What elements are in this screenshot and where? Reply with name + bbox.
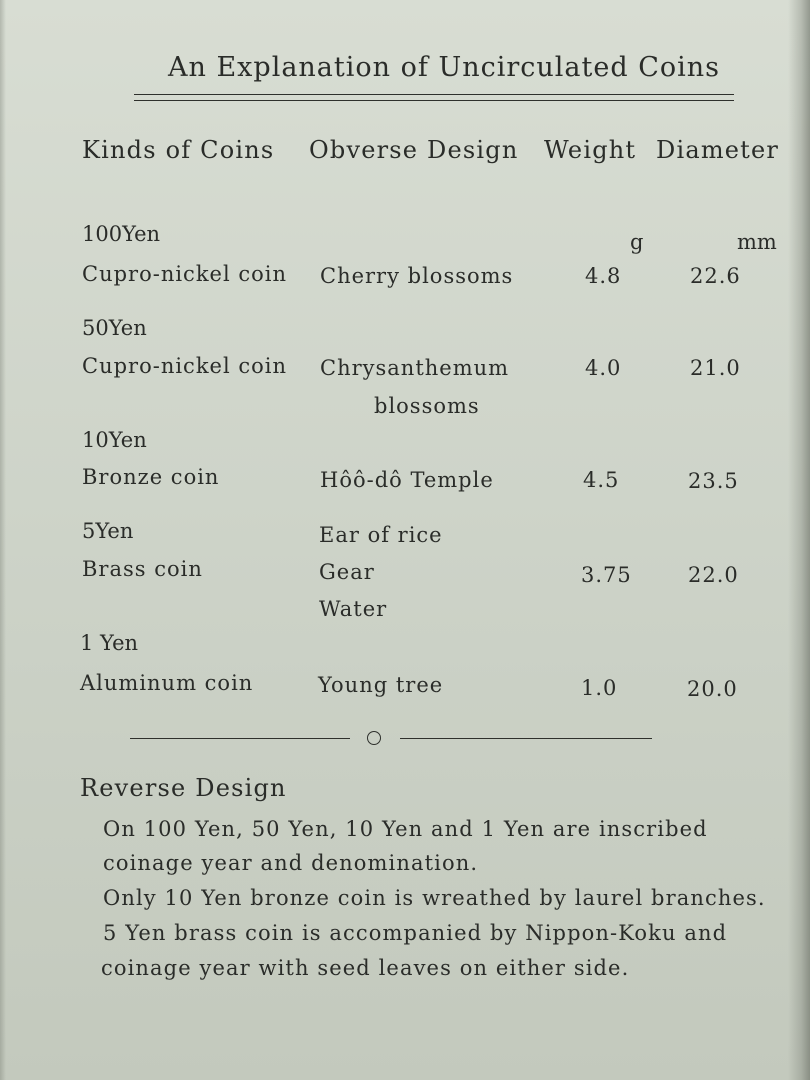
coin-obverse-line: Gear	[319, 560, 375, 584]
coin-obverse-line: Hôô-dô Temple	[320, 468, 494, 492]
header-obverse-design: Obverse Design	[309, 136, 519, 164]
page-right-shadow	[788, 0, 810, 1080]
page-left-shadow	[0, 0, 6, 1080]
coin-denomination: 1 Yen	[80, 631, 139, 655]
coin-kind: Bronze coin	[82, 465, 220, 489]
coin-diameter: 23.5	[688, 469, 739, 493]
coin-denomination: 10Yen	[82, 428, 147, 452]
coin-weight: 1.0	[581, 676, 618, 700]
coin-kind: Cupro-nickel coin	[82, 354, 288, 378]
coin-denomination: 100Yen	[82, 222, 161, 246]
header-weight: Weight	[544, 136, 637, 164]
page-title: An Explanation of Uncirculated Coins	[168, 52, 720, 83]
coin-weight: 3.75	[581, 563, 632, 587]
coin-diameter: 20.0	[687, 677, 738, 701]
coin-obverse-line: Cherry blossoms	[320, 264, 514, 288]
coin-obverse-line: blossoms	[374, 394, 480, 418]
coin-denomination: 50Yen	[82, 316, 147, 340]
coin-obverse-line: Ear of rice	[319, 523, 443, 547]
coin-obverse-line: Water	[319, 597, 388, 621]
reverse-text-line: 5 Yen brass coin is accompanied by Nippon-Koku and	[103, 921, 728, 945]
coin-obverse-line: Young tree	[318, 673, 444, 697]
coin-diameter: 22.6	[690, 264, 741, 288]
reverse-text-line: coinage year with seed leaves on either side.	[101, 956, 630, 980]
reverse-text-line: coinage year and denomination.	[103, 851, 479, 875]
unit-weight: g	[630, 230, 644, 254]
reverse-design-heading: Reverse Design	[80, 774, 287, 802]
coin-weight: 4.5	[583, 468, 620, 492]
divider-line-right	[400, 738, 652, 739]
reverse-text-line: Only 10 Yen bronze coin is wreathed by laurel branches.	[103, 886, 766, 910]
coin-diameter: 22.0	[688, 563, 739, 587]
coin-weight: 4.0	[585, 356, 622, 380]
divider-circle-ornament	[367, 731, 381, 745]
divider-line-left	[130, 738, 350, 739]
header-kinds-of-coins: Kinds of Coins	[82, 136, 275, 164]
coin-kind: Aluminum coin	[80, 671, 254, 695]
coin-diameter: 21.0	[690, 356, 741, 380]
reverse-text-line: On 100 Yen, 50 Yen, 10 Yen and 1 Yen are inscribed	[103, 817, 708, 841]
title-underline-top	[134, 94, 734, 95]
unit-diameter: mm	[737, 230, 777, 254]
title-underline-bottom	[134, 100, 734, 101]
coin-kind: Cupro-nickel coin	[82, 262, 288, 286]
header-diameter: Diameter	[656, 136, 780, 164]
coin-kind: Brass coin	[82, 557, 203, 581]
coin-denomination: 5Yen	[82, 519, 134, 543]
coin-weight: 4.8	[585, 264, 622, 288]
coin-obverse-line: Chrysanthemum	[320, 356, 510, 380]
